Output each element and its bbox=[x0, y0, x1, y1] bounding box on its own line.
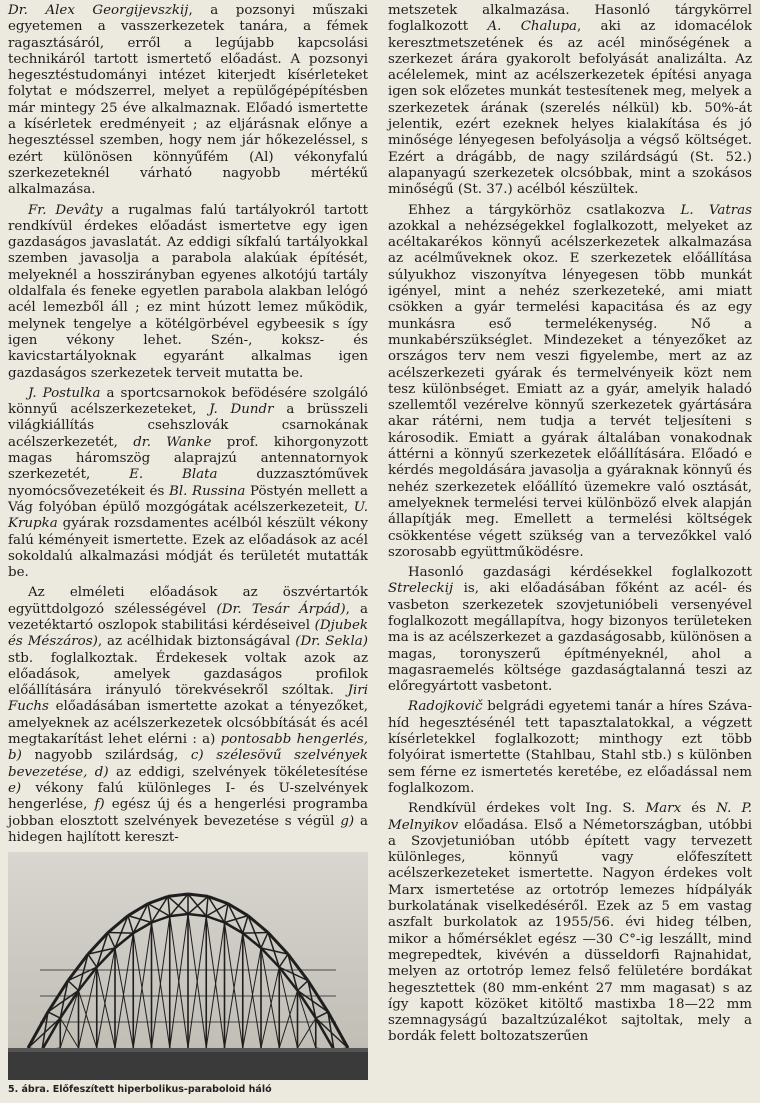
paragraph: Hasonló gazdasági kérdésekkel foglalkozott Streleckij is, aki előadásában főként az acél- és vasbeton szerkezetek szovjetunióbeli versenyével foglalkozott megállapítva, hogy bizonyos területeken ma is az acélszerkezet a gazdaságosabb, különösen a magas, toronyszerű építményeknél, ahol a magasraemelés költsége gazdaságtalanná teszi az előregyártott vasbetont. bbox=[388, 565, 752, 695]
paragraph: J. Postulka a sportcsarnokok befödésére szolgáló könnyű acélszerkezeteket, J. Dundr a brüsszeli világkiállítás csehszlovák csarnokának acélszerkezetét, dr. Wanke prof. kihorgonyzott magas háromszög alaprajzú antennatornyok szerkezetét, E. Blata duzzasztóművek nyomócsővezetékeit és Bl. Russina Pöstyén mellett a Vág folyóban épülő mozgógátak acélszerkezeteit, U. Krupka gyárak rozsdamentes acélból készült vékony falú kéményeit ismertette. Ezek az előadások az acél sokoldalú alkalmazási módját és területét mutatták be. bbox=[8, 385, 368, 581]
paragraph: Radojkovič belgrádi egyetemi tanár a híres Száva-híd hegesztésénél tett tapasztalatokkal, a végzett kísérletekkel foglalkozott; minthogy ezt több folyóirat ismertette (Stahlbau, Stahl stb.) s különben sem férne ez ismertetés keretébe, ez előadással nem foglalkozom. bbox=[388, 699, 752, 796]
right-column bbox=[388, 3, 752, 1050]
paragraph: Fr. Devâty a rugalmas falú tartályokról tartott rendkívül érdekes előadást ismertetve egy igen gazdaságos javaslatát. Az eddigi síkfalú tartályokkal szemben javasolja a parabola alakúak építését, melyeknél a hosszirányban egyenes alkotójú tartály oldalfala és feneke egyetlen parabola alakban lelógó acél lemezből áll ; ez mint húzott lemez működik, melynek tengelye a kötélgörbével egybeesik s így igen vékony lehet. Szén-, koksz- és kavicstartályoknak egyaránt alkalmas igen gazdaságos szerkezetek terveit mutatta be. bbox=[8, 202, 368, 381]
paragraph: Ehhez a tárgykörhöz csatlakozva L. Vatras azokkal a nehézségekkel foglalkozott, melyeket az acéltakarékos könnyű acélszerkezetek alkalmazása az acélműveknek okoz. E szerkezetek előállítása súlyukhoz viszonyítva lényegesen több munkát igényel, mint a nehéz szerkezeteké, ami miatt csökken a gyár termelési kapacitása és az egy munkásra eső termelékenység. Nő a munkabérszükséglet. Mindezeket a tényezőket az országos terv nem veszi figyelembe, mert az az acélszerkezeti gyárak és termelvényeik közt nem tesz különbséget. Emiatt az a gyár, amelyik haladó szellemtől vezérelve könnyű szerkezetek gyártására akar rátérni, nem tudja a tervét teljesíteni s károsodik. Emiatt a gyárak általában vonakodnak áttérni a könnyű szerkezetek előállítására. Előadó e kérdés megoldására javasolja a gyáraknak könnyű és nehéz szerkezetek előállító üzemekre való osztását, amelyeknek termelési tervei különböző elvek alapján állapítják meg. Emellett a termelési költségek csökkentése végett szükség van a tervezőkkel való szorosabb együttműködésre. bbox=[388, 202, 753, 560]
paragraph: Rendkívül érdekes volt Ing. S. Marx és N. P. Melnyikov előadása. Első a Németországban, utóbbi a Szovjetunióban utóbb épített vagy tervezett különleges, könnyű vagy előfeszített acélszerkezeteket ismertette. Nagyon érdekes volt Marx ismertetése az ortotróp lemezes hídpályák burkolatának viselkedéséről. Ezek az 5 em vastag aszfalt burkolatok az 1955/56. évi hideg télben, mikor a hőmérséklet egész —30 C°-ig leszállt, mind megrepedtek, kivévén a düsseldorfi Rajnahidat, melyen az ortotróp lemez felső felületére bordákat hegesztettek (80 mm-enként 27 mm magasat) s az így kapott közöket kitöltő mastixba 18—22 mm szemnagyságú bazaltzúzalékot sajtoltak, mely a bordák felett boltozatszerűen bbox=[388, 801, 753, 1045]
left-column bbox=[8, 3, 368, 850]
paragraph: Dr. Alex Georgijevszkij, a pozsonyi műszaki egyetemen a vasszerkezetek tanára, a fémek ragasztásáról, erről a legújabb kapcsolási technikáról tartott ismertető előadást. A pozsonyi hegesztéstudományi intézet kiterjedt kísérleteket folytat e módszerrel, melyet a repülőgépépítésben már mintegy 25 éve alkalmaznak. Előadó ismertette a kísérletek eredményeit ; az eljárásnak előnye a hegesztéssel szemben, hogy nem jár hőkezeléssel, s ezért különösen könnyűfém (Al) vékonyfalú szerkezeteknél várható nagyobb mértékű alkalmazása. bbox=[8, 3, 369, 198]
hyperbolic-paraboloid-net-photo bbox=[8, 852, 368, 1080]
figure-caption: 5. ábra. Előfeszített hiperbolikus-paraboloid háló bbox=[8, 1084, 272, 1095]
paragraph: metszetek alkalmazása. Hasonló tárgykörrel foglalkozott A. Chalupa, aki az idomacélok keresztmetszetének és az acél minőségének a szerkezet árára gyakorolt befolyását analizálta. Az acélelemek, mint az acélszerkezetek építési anyaga igen sok előzetes munkát testesítenek meg, melyek a szerkezetek árának (szerelés nélkül) kb. 50%-át jelentik, ezért ezeknek helyes kialakítása és jó minősége lényegesen befolyásolja a végső költséget. Ezért a drágább, de nagy szilárdságú (St. 52.) alapanyagú szerkezetek olcsóbbak, mint a szokásos minőségű (St. 37.) acélból készültek. bbox=[388, 3, 753, 198]
paragraph: Az elméleti előadások az öszvértartók együttdolgozó szélességével (Dr. Tesár Árpád), a vezetéktartó oszlopok stabilitási kérdéseivel (Djubek és Mészáros), az acélhidak biztonságával (Dr. Sekla) stb. foglalkoztak. Érdekesek voltak azok az előadások, amelyek gazdaságos profilok előállítására irányuló törekvésekről szóltak. Jiri Fuchs előadásában ismertette azokat a tényezőket, amelyeknek az acélszerkezetek olcsóbbítását és acél megtakarítást lehet elérni : a) pontosabb hengerlés, b) nagyobb szilárdság, c) szélesövű szelvények bevezetése, d) az eddigi, szelvények tökéletesítése e) vékony falú különleges I- és U-szelvények hengerlése, f) egész új és a hengerlési programba jobban elosztott szelvények bevezetése s végül g) a hidegen hajlított kereszt- bbox=[8, 585, 369, 845]
